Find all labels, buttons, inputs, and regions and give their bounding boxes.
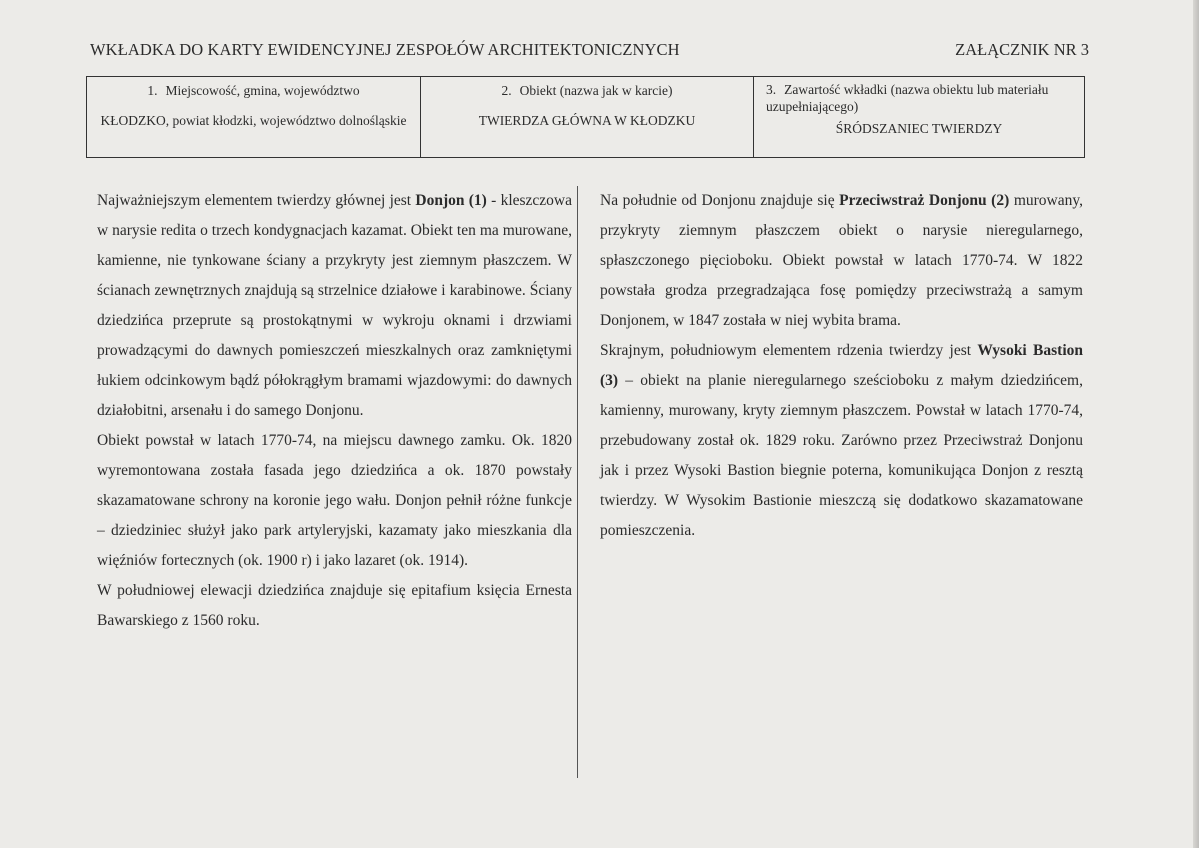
paragraph-donjon bbox=[97, 186, 572, 426]
meta-value-contents: ŚRÓDSZANIEC TWIERDZY bbox=[835, 121, 1003, 136]
text-run: Skrajnym, południowym elementem rdzenia twierdzy jest bbox=[600, 342, 978, 359]
text-run: Najważniejszym elementem twierdzy głównej jest bbox=[97, 192, 416, 209]
meta-cell-location bbox=[87, 77, 420, 157]
page-edge bbox=[1193, 0, 1199, 848]
text-run: murowany, przykryty ziemnym płaszczem obiekt o narysie nieregularnego, spłaszczonego pięcioboku. Obiekt powstał w latach 1770-74. W 1822 powstała grodza przegradzająca fosę pomiędzy przeciwstrażą a samym Donjonem, w 1847 została w niej wybita brama. bbox=[600, 192, 1083, 329]
meta-label-text: Miejscowość, gmina, województwo bbox=[165, 83, 360, 98]
meta-value-object: TWIERDZA GŁÓWNA W KŁODZKU bbox=[478, 113, 696, 128]
meta-label-text: Zawartość wkładki (nazwa obiektu lub materiału bbox=[784, 82, 1049, 97]
meta-label-contents bbox=[766, 81, 1078, 115]
paragraph-epitaph: W południowej elewacji dziedzińca znajduje się epitafium księcia Ernesta Bawarskiego z 1560 roku. bbox=[97, 582, 572, 629]
bold-term-przeciwstraz: Przeciwstraż Donjonu (2) bbox=[839, 192, 1010, 209]
text-run: Na południe od Donjonu znajduje się bbox=[600, 192, 840, 209]
bold-term-donjon: Donjon (1) bbox=[415, 192, 487, 209]
meta-label-location bbox=[87, 82, 420, 99]
meta-cell-contents bbox=[753, 77, 1084, 157]
meta-number: 2. bbox=[501, 83, 512, 98]
metadata-table bbox=[86, 76, 1085, 158]
text-run: - kleszczowa w narysie redita o trzech kondygnacjach kazamat. Obiekt ten ma murowane, kamienne, nie tynkowane ściany a przykryty jest ziemnym płaszczem. W ścianach zewnętrznych znajdują są strzelnice działowe i karabinowe. Ściany dziedzińca przeprute są prostokątnymi w wykroju oknami i drzwiami prowadzącymi do dawnych pomieszczeń mieszkalnych oraz zamkniętymi łukiem odcinkowym bądź półokrągłym bramami wjazdowymi: do dawnych działobitni, arsenału i do samego Donjonu. bbox=[97, 192, 572, 419]
document-title: WKŁADKA DO KARTY EWIDENCYJNEJ ZESPOŁÓW ARCHITEKTONICZNYCH bbox=[90, 40, 680, 59]
bold-term-wysoki-bastion: Wysoki Bastion (3) bbox=[600, 342, 1083, 389]
meta-value-location: KŁODZKO, powiat kłodzki, województwo dolnośląskie bbox=[100, 113, 407, 128]
right-column bbox=[600, 186, 1083, 546]
meta-label-text: Obiekt (nazwa jak w karcie) bbox=[519, 83, 673, 98]
paragraph-wysoki-bastion bbox=[600, 336, 1083, 546]
column-divider bbox=[577, 186, 578, 778]
meta-cell-object bbox=[420, 77, 753, 157]
left-column bbox=[97, 186, 572, 636]
annex-label: ZAŁĄCZNIK NR 3 bbox=[955, 40, 1089, 59]
paragraph-history: Obiekt powstał w latach 1770-74, na miejscu dawnego zamku. Ok. 1820 wyremontowana została fasada jego dziedzińca a ok. 1870 powstały skazamatowane schrony na koronie jego wału. Donjon pełnił różne funkcje – dziedziniec służył jako park artyleryjski, kazamaty jako mieszkania dla więźniów fortecznych (ok. 1900 r) i jako lazaret (ok. 1914). bbox=[97, 432, 572, 569]
meta-number: 1. bbox=[147, 83, 158, 98]
paragraph-przeciwstraz bbox=[600, 186, 1083, 336]
meta-label-text-line2: uzupełniającego) bbox=[766, 99, 859, 114]
meta-number: 3. bbox=[766, 82, 777, 97]
text-run: – obiekt na planie nieregularnego sześcioboku z małym dziedzińcem, kamienny, murowany, kryty ziemnym płaszczem. Powstał w latach 1770-74, przebudowany został ok. 1829 roku. Zarówno przez Przeciwstraż Donjonu jak i przez Wysoki Bastion biegnie poterna, komunikująca Donjon z resztą twierdzy. W Wysokim Bastionie mieszczą się dodatkowo skazamatowane pomieszczenia. bbox=[600, 372, 1083, 539]
meta-label-object bbox=[421, 82, 753, 99]
